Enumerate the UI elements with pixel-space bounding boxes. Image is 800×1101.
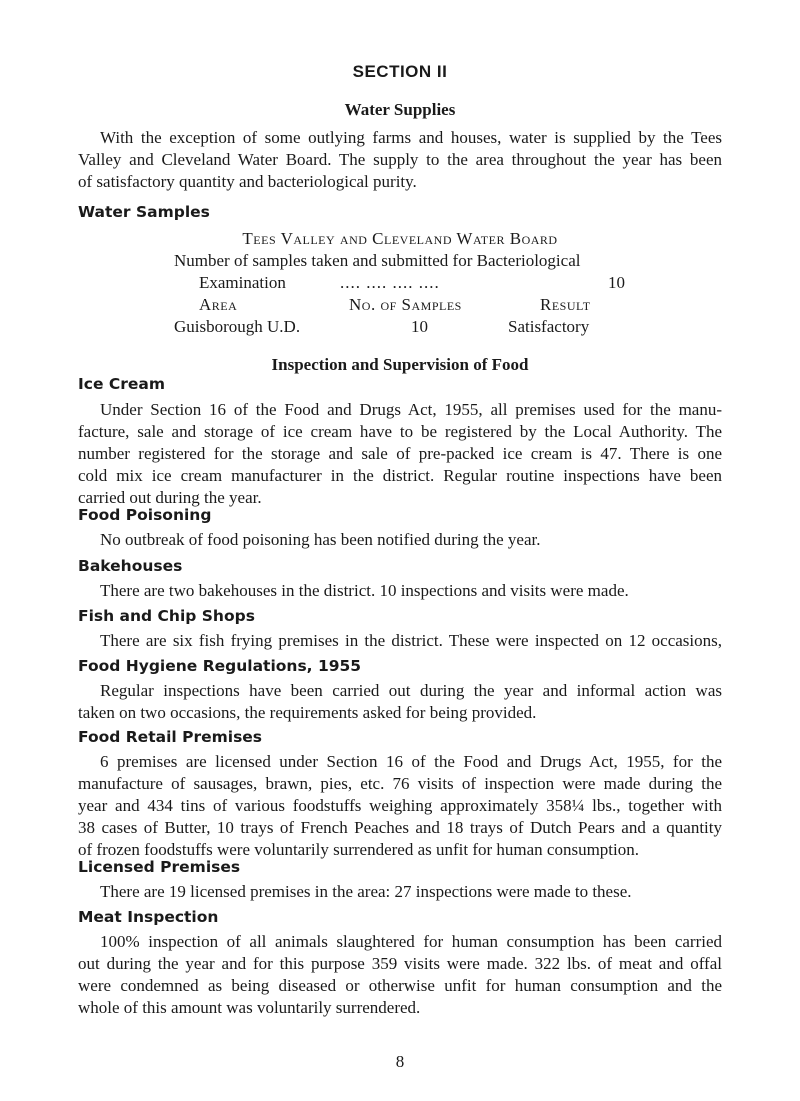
water-board-name: Tees Valley and Cleveland Water Board <box>242 229 558 248</box>
paragraph-line: year and 434 tins of various foodstuffs weighing approximately 358¼ lbs., together with <box>78 796 722 815</box>
bakehouses-heading: Bakehouses <box>78 557 183 575</box>
table-header-area: Area <box>199 295 238 314</box>
paragraph-line: There are six fish frying premises in the district. These were inspected on 12 occasions, <box>100 631 722 650</box>
paragraph-line: out during the year and for this purpose 359 visits were made. 322 lbs. of meat and offal <box>78 954 722 973</box>
paragraph-line: Valley and Cleveland Water Board. The supply to the area throughout the year has been <box>78 150 722 169</box>
paragraph-line: manufacture of sausages, brawn, pies, etc. 76 visits of inspection were made during the <box>78 774 722 793</box>
food-retail-paragraph <box>78 751 722 861</box>
meat-inspection-heading: Meat Inspection <box>78 908 219 926</box>
inspection-heading: Inspection and Supervision of Food <box>271 355 529 374</box>
examination-count: 10 <box>608 273 625 292</box>
paragraph-line: 100% inspection of all animals slaughtered for human consumption has been carried <box>100 932 722 951</box>
paragraph-line: carried out during the year. <box>78 488 262 507</box>
paragraph-line: Regular inspections have been carried out during the year and informal action was <box>100 681 722 700</box>
paragraph-line: of frozen foodstuffs were voluntarily surrendered as unfit for human consumption. <box>78 840 640 859</box>
water-samples-heading: Water Samples <box>78 203 210 221</box>
paragraph-line: There are two bakehouses in the district. 10 inspections and visits were made. <box>100 581 629 600</box>
paragraph-line: 38 cases of Butter, 10 trays of French Peaches and 18 trays of Dutch Pears and a quantity <box>78 818 722 837</box>
table-cell-result: Satisfactory <box>508 317 590 336</box>
fish-chip-heading: Fish and Chip Shops <box>78 607 255 625</box>
water-supplies-paragraph <box>78 127 722 193</box>
food-poisoning-paragraph <box>78 529 722 551</box>
table-header-samples: No. of Samples <box>349 295 462 314</box>
table-header-result: Result <box>540 295 591 314</box>
paragraph-line: were condemned as being diseased or otherwise unfit for human consumption and the <box>78 976 722 995</box>
food-hygiene-paragraph <box>78 680 722 724</box>
paragraph-line: of satisfactory quantity and bacteriological purity. <box>78 172 417 191</box>
paragraph-line: With the exception of some outlying farms and houses, water is supplied by the Tees <box>100 128 722 147</box>
paragraph-line: There are 19 licensed premises in the area: 27 inspections were made to these. <box>100 882 632 901</box>
food-poisoning-heading: Food Poisoning <box>78 506 212 524</box>
fish-chip-paragraph <box>78 630 722 652</box>
paragraph-line: facture, sale and storage of ice cream have to be registered by the Local Authority. The <box>78 422 722 441</box>
samples-description: Number of samples taken and submitted for Bacteriological <box>174 251 581 270</box>
licensed-premises-paragraph <box>78 881 722 903</box>
bakehouses-paragraph <box>78 580 722 602</box>
ice-cream-paragraph <box>78 399 722 509</box>
paragraph-line: Under Section 16 of the Food and Drugs Act, 1955, all premises used for the manu- <box>100 400 722 419</box>
table-cell-area: Guisborough U.D. <box>174 317 301 336</box>
examination-label: Examination <box>199 273 286 292</box>
paragraph-line: 6 premises are licensed under Section 16 of the Food and Drugs Act, 1955, for the <box>100 752 722 771</box>
paragraph-line: taken on two occasions, the requirements asked for being provided. <box>78 703 537 722</box>
food-retail-heading: Food Retail Premises <box>78 728 263 746</box>
food-hygiene-heading: Food Hygiene Regulations, 1955 <box>78 657 362 675</box>
page-number: 8 <box>395 1052 405 1071</box>
ice-cream-heading: Ice Cream <box>78 375 166 393</box>
paragraph-line: No outbreak of food poisoning has been notified during the year. <box>100 530 541 549</box>
licensed-premises-heading: Licensed Premises <box>78 858 241 876</box>
water-supplies-heading: Water Supplies <box>344 100 456 119</box>
paragraph-line: number registered for the storage and sale of pre-packed ice cream is 47. There is one <box>78 444 722 463</box>
section-title: SECTION II <box>352 62 448 81</box>
paragraph-line: whole of this amount was voluntarily surrendered. <box>78 998 421 1017</box>
leader-dots: .... .... .... .... <box>340 273 440 292</box>
meat-inspection-paragraph <box>78 931 722 1019</box>
table-cell-samples: 10 <box>411 317 428 336</box>
paragraph-line: cold mix ice cream manufacturer in the district. Regular routine inspections have been <box>78 466 722 485</box>
